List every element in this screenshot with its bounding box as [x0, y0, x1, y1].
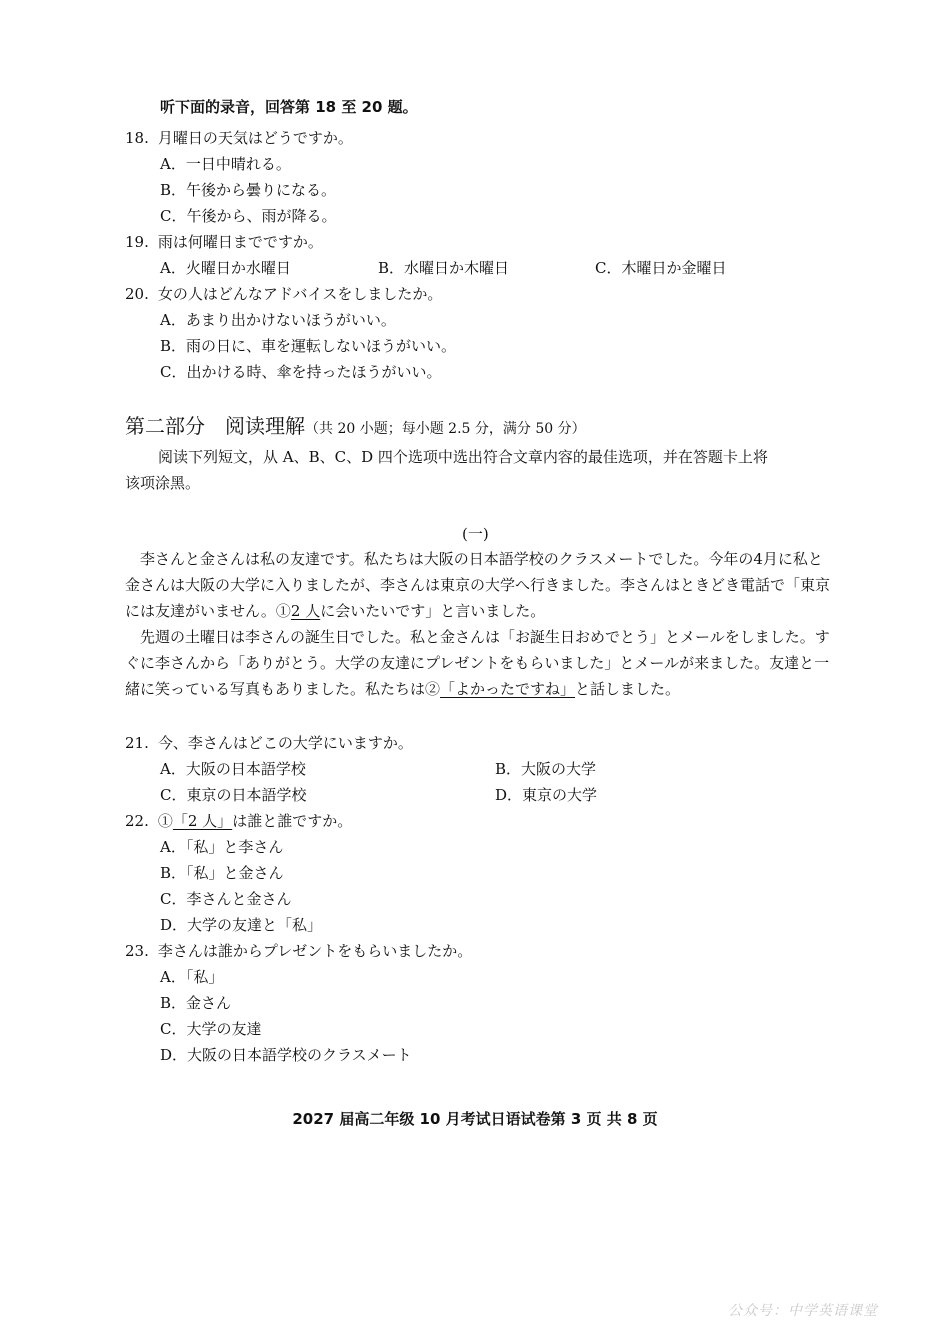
listening-instruction: 听下面的录音，回答第 18 至 20 题。 — [160, 98, 418, 116]
option-21-d: D．東京の大学 — [495, 786, 598, 804]
watermark: 公众号：中学英语课堂 — [728, 1303, 878, 1319]
option-23-d: D．大阪の日本語学校のクラスメート — [160, 1046, 412, 1064]
option-22-d: D．大学の友達と「私」 — [160, 916, 323, 934]
question-18 — [125, 127, 353, 148]
underlined-phrase: 「よかったですね」 — [440, 680, 576, 698]
section-instruction-line1: 阅读下列短文，从 A、B、C、D 四个选项中选出符合文章内容的最佳选项，并在答题卡上将 — [158, 448, 768, 466]
option-23-b: B．金さん — [160, 994, 232, 1012]
option-19-b: B．水曜日か木曜日 — [378, 259, 510, 277]
question-number: 21. — [125, 734, 149, 752]
option-21-c: C．東京の日本語学校 — [160, 786, 307, 804]
page-footer: 2027 届高二年级 10 月考试日语试卷第 3 页 共 8 页 — [292, 1110, 658, 1128]
question-text: は誰と誰ですか。 — [232, 812, 353, 830]
passage-paragraph-1 — [125, 546, 830, 624]
question-text: 女の人はどんなアドバイスをしましたか。 — [157, 285, 443, 303]
option-22-c: C．李さんと金さん — [160, 890, 292, 908]
question-number: 19. — [125, 233, 149, 251]
option-19-c: C．木曜日か金曜日 — [595, 259, 727, 277]
paragraph-text-end: に会いたいです」と言いました。 — [320, 602, 546, 620]
question-text: 雨は何曜日までですか。 — [157, 233, 323, 251]
option-19-a: A．火曜日か水曜日 — [160, 259, 291, 277]
section-instruction-line2: 该项涂黑。 — [125, 474, 201, 492]
question-22 — [125, 810, 352, 831]
circled-mark: ① — [275, 602, 291, 620]
option-20-c: C．出かける時、傘を持ったほうがいい。 — [160, 363, 442, 381]
option-20-a: A．あまり出かけないほうがいい。 — [160, 311, 396, 329]
passage-heading: (一) — [462, 525, 489, 543]
option-22-b: B．「私」と金さん — [160, 864, 284, 882]
underlined-phrase: 2 人 — [290, 602, 321, 620]
question-20 — [125, 283, 442, 304]
option-18-b: B．午後から曇りになる。 — [160, 181, 337, 199]
paragraph-text: 先週の土曜日は李さんの誕生日でした。私と金さんは「お誕生日おめでとう」とメールをしました。すぐに李さんから「ありがとう。大学の友達にプレゼントをもらいました」とメールが来ました。友達と一緒に笑っている写真もありました。私たちは — [125, 628, 830, 698]
circled-mark: ② — [425, 680, 441, 698]
question-number: 18. — [125, 129, 149, 147]
passage-paragraph-2 — [125, 624, 830, 702]
option-21-b: B．大阪の大学 — [495, 760, 597, 778]
question-21 — [125, 732, 413, 753]
option-20-b: B．雨の日に、車を運転しないほうがいい。 — [160, 337, 457, 355]
question-23 — [125, 940, 472, 961]
question-number: 20. — [125, 285, 149, 303]
option-18-c: C．午後から、雨が降る。 — [160, 207, 337, 225]
question-19 — [125, 231, 323, 252]
question-text: 李さんは誰からプレゼントをもらいましたか。 — [157, 942, 473, 960]
question-number: 23. — [125, 942, 149, 960]
circled-mark: ① — [157, 812, 173, 830]
option-21-a: A．大阪の日本語学校 — [160, 760, 306, 778]
underlined-phrase: 「2 人」 — [172, 812, 233, 830]
option-18-a: A．一日中晴れる。 — [160, 155, 291, 173]
question-text: 月曜日の天気はどうですか。 — [157, 129, 353, 147]
option-22-a: A．「私」と李さん — [160, 838, 284, 856]
option-23-a: A．「私」 — [160, 968, 224, 986]
section-2-header — [125, 410, 586, 439]
section-note: （共 20 小题；每小题 2.5 分，满分 50 分） — [305, 421, 586, 437]
section-title: 第二部分 阅读理解 — [125, 414, 305, 438]
paragraph-text: 李さんと金さんは私の友達です。私たちは大阪の日本語学校のクラスメートでした。今年の4月に私と金さんは大阪の大学に入りましたが、李さんは東京の大学へ行きました。李さんはときどき電話で「東京には友達がいません。 — [125, 550, 831, 620]
option-23-c: C．大学の友達 — [160, 1020, 262, 1038]
question-number: 22. — [125, 812, 149, 830]
question-text: 今、李さんはどこの大学にいますか。 — [157, 734, 413, 752]
paragraph-text-end: と話しました。 — [575, 680, 681, 698]
